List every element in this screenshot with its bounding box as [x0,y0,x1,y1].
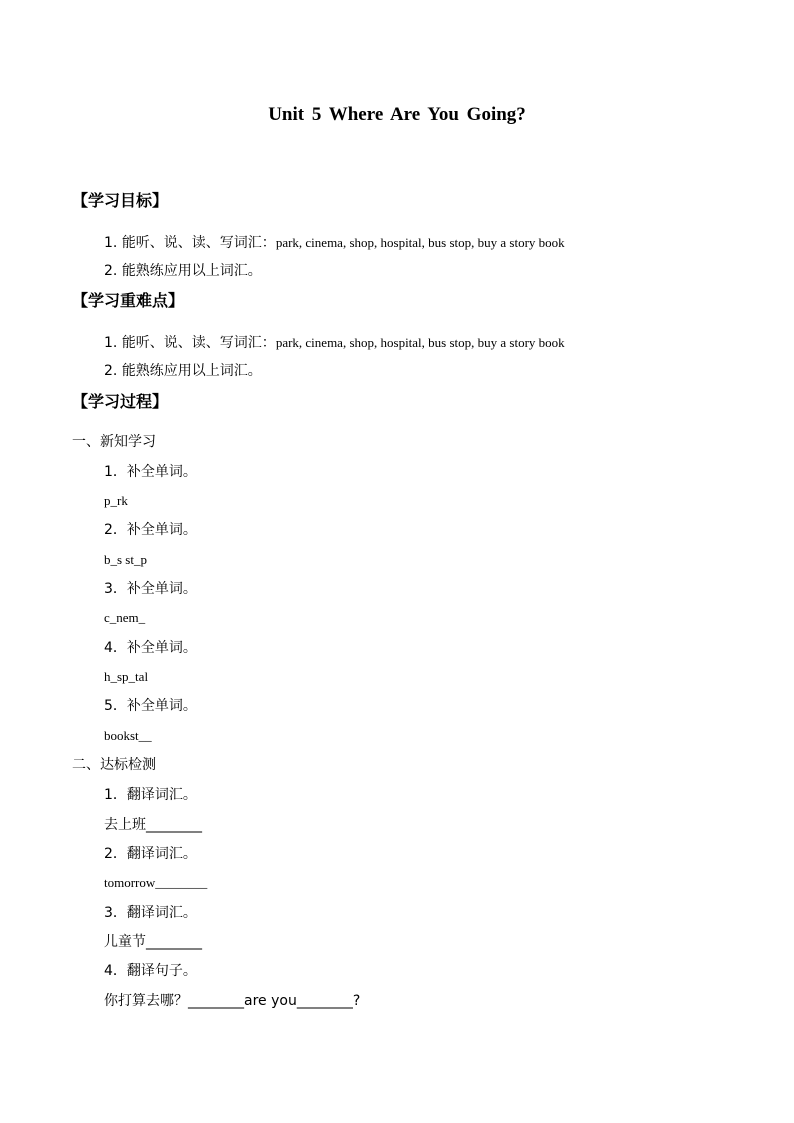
page-title: Unit 5 Where Are You Going? [268,104,526,125]
translate-prompt: 你打算去哪？________are you________? [104,993,361,1009]
part2-item-label: 2．翻译词汇。 [104,846,197,862]
part2-item-label: 4．翻译句子。 [104,963,197,979]
process-heading: 【学习过程】 [72,392,169,411]
part2-item-label: 3．翻译词汇。 [104,905,197,921]
part1-item-label: 3．补全单词。 [104,581,197,597]
fill-word: c_nem_ [104,610,146,625]
objective-text: 能听、说、读、写词汇： [121,235,276,251]
key-points-heading: 【学习重难点】 [72,291,185,310]
key-point-words: park, cinema, shop, hospital, bus stop, buy a story book [275,335,565,350]
objective-item-1 [104,232,565,252]
key-point-text: 能熟练应用以上词汇。 [121,363,262,379]
fill-word: bookst__ [104,728,152,743]
part2-title: 二、达标检测 [72,757,156,773]
part2-item-label: 1．翻译词汇。 [104,787,197,803]
objective-text: 能熟练应用以上词汇。 [121,263,262,279]
key-point-text: 能听、说、读、写词汇： [121,335,276,351]
key-point-num: 1. [104,335,118,351]
part1-item-label: 2．补全单词。 [104,522,197,538]
part1-item-label: 4．补全单词。 [104,640,197,656]
objective-words: park, cinema, shop, hospital, bus stop, buy a story book [275,235,565,250]
fill-word: p_rk [104,493,128,508]
part1-title: 一、新知学习 [72,434,156,450]
key-point-item-2 [104,360,262,380]
translate-prompt: 去上班________ [104,817,202,833]
objective-num: 2. [104,263,118,279]
translate-prompt: 儿童节________ [104,934,202,950]
objective-num: 1. [104,235,118,251]
objectives-heading: 【学习目标】 [72,191,169,210]
part1-item-label: 5．补全单词。 [104,698,197,714]
fill-word: b_s st_p [104,552,147,567]
objective-item-2 [104,260,262,280]
part1-item-label: 1．补全单词。 [104,464,197,480]
key-point-num: 2. [104,363,118,379]
fill-word: h_sp_tal [104,669,149,684]
translate-prompt: tomorrow________ [104,875,208,890]
key-point-item-1 [104,332,565,352]
